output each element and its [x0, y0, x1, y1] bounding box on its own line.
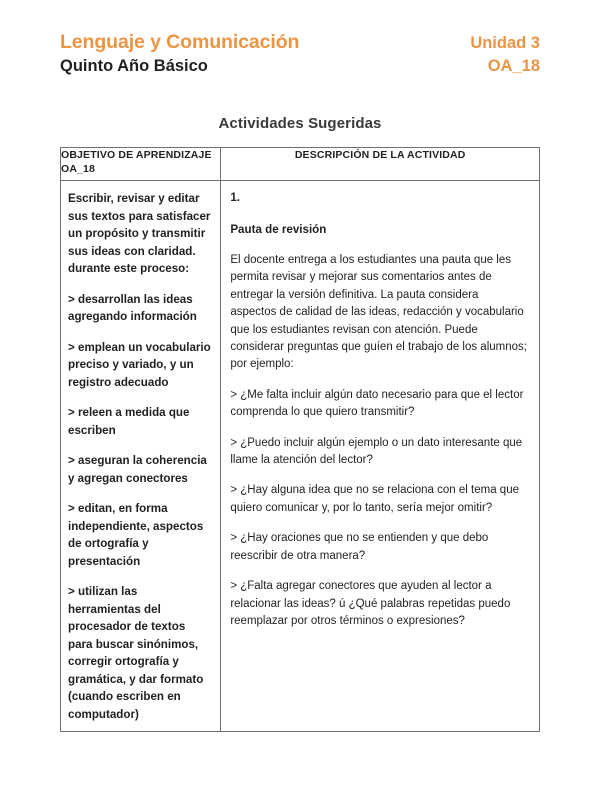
objetivo-paragraph: > emplean un vocabulario preciso y variado, y un registro adecuado: [68, 340, 211, 389]
objetivo-paragraph: > utilizan las herramientas del procesador de textos para buscar sinónimos, corregir ortografía y gramática, y dar formato (cuando escriben en computador): [68, 585, 204, 721]
table-header-row: [61, 148, 540, 181]
activity-number: 1.: [230, 191, 240, 204]
cell-objetivo-aprendizaje: [61, 181, 221, 732]
activity-paragraph: > ¿Puedo incluir algún ejemplo o un dato interesante que llame la atención del lector?: [230, 436, 523, 467]
activity-subtitle: Pauta de revisión: [230, 223, 327, 236]
objetivo-paragraph: > aseguran la coherencia y agregan conectores: [68, 454, 207, 485]
header-row-secondary: [60, 55, 540, 77]
header-oa-code: OA_18: [487, 57, 540, 75]
activities-table: [60, 147, 540, 732]
objetivo-paragraph: Escribir, revisar y editar sus textos para satisfacer un propósito y transmitir sus ideas con claridad. durante este proceso:: [68, 192, 211, 275]
activity-paragraph: > ¿Falta agregar conectores que ayuden al lector a relacionar las ideas? ú ¿Qué palabras repetidas puedo reemplazar por otros términos o expresiones?: [230, 580, 511, 627]
objetivo-paragraph: > releen a medida que escriben: [68, 406, 190, 437]
activity-paragraph: > ¿Hay alguna idea que no se relaciona con el tema que quiero comunicar y, por lo tanto, sería mejor omitir?: [230, 484, 519, 514]
page-title: Actividades Sugeridas: [218, 115, 382, 132]
document-header: [60, 30, 540, 88]
column-header-descripcion: DESCRIPCIÓN DE LA ACTIVIDAD: [221, 148, 540, 181]
header-unit: Unidad 3: [470, 34, 540, 52]
activity-paragraph: > ¿Me falta incluir algún dato necesario para que el lector comprenda lo que quiero transmitir?: [230, 388, 524, 419]
header-level: Quinto Año Básico: [60, 57, 208, 75]
table-header: [61, 148, 540, 181]
table-row: [61, 181, 540, 732]
objetivo-paragraph: > desarrollan las ideas agregando información: [68, 292, 197, 323]
activity-paragraph: El docente entrega a los estudiantes una pauta que les permita revisar y mejorar sus comentarios antes de entregar la versión definitiva. La pauta considera aspectos de calidad de las ideas, redacción y vocabulario que los estudiantes revisan con atención. Puede considerar preguntas que guíen el trabajo de los alumnos; por ejemplo:: [230, 254, 527, 371]
header-row-primary: [60, 30, 540, 55]
table-body: [61, 181, 540, 732]
objetivo-paragraph: > editan, en forma independiente, aspectos de ortografía y presentación: [68, 502, 204, 568]
header-subject: Lenguaje y Comunicación: [60, 31, 300, 53]
column-header-objetivo: OBJETIVO DE APRENDIZAJE OA_18: [61, 148, 221, 181]
activity-paragraph: > ¿Hay oraciones que no se entienden y que debo reescribir de otra manera?: [230, 532, 489, 562]
cell-descripcion-actividad: [221, 181, 540, 732]
